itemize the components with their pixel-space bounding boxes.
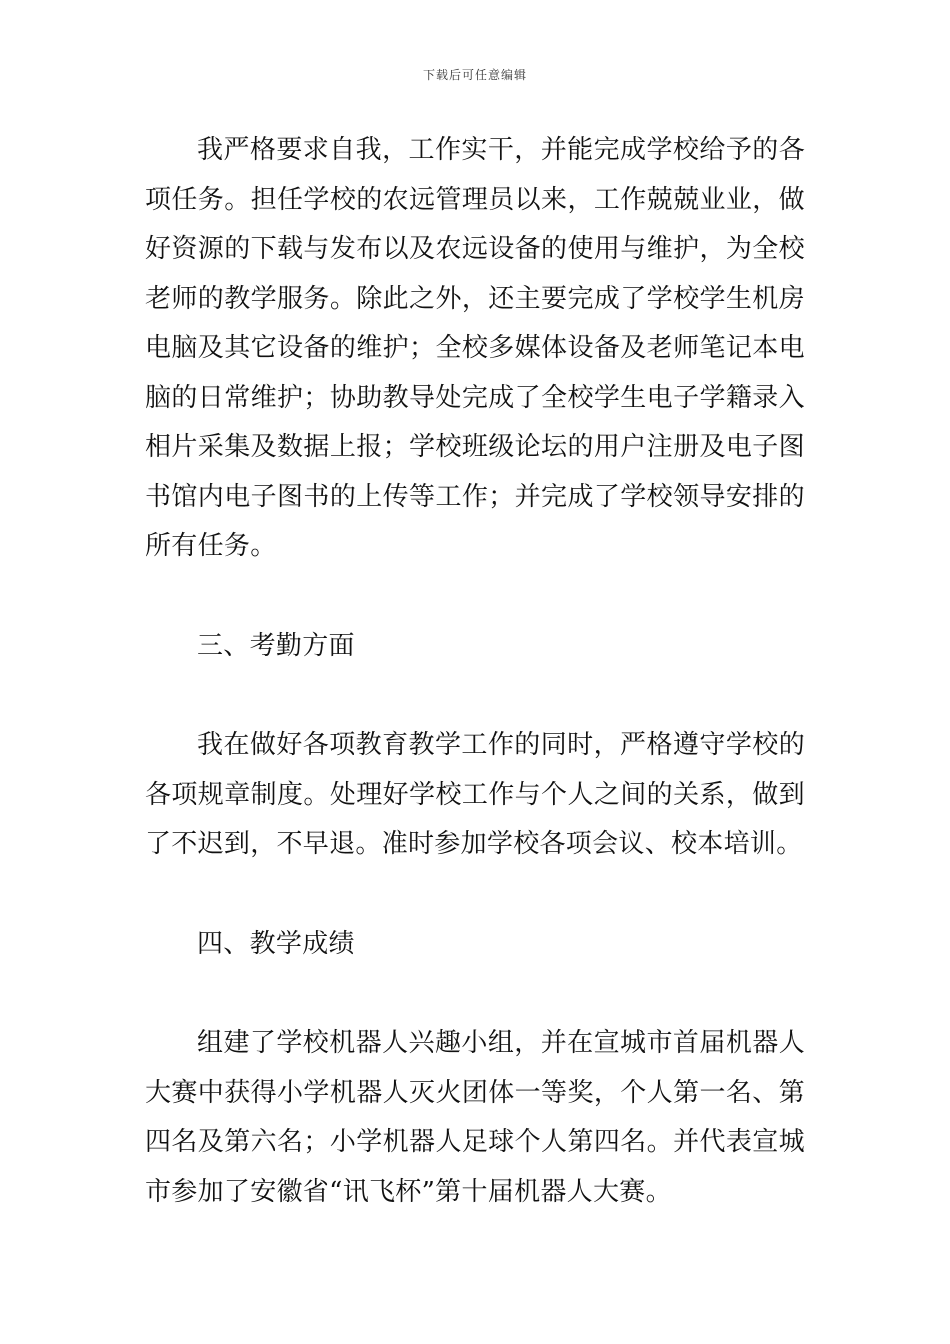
paragraph-gap [145,870,805,920]
document-body [145,126,805,1217]
paragraph-gap [145,572,805,622]
paragraph-gap [145,969,805,1019]
paragraph-achievements: 组建了学校机器人兴趣小组，并在宣城市首届机器人大赛中获得小学机器人灭火团体一等奖，个人第一名、第四名及第六名；小学机器人足球个人第四名。并代表宣城市参加了安徽省“讯飞杯”第十届机器人大赛。 [145,1028,805,1207]
paragraph-gap [145,671,805,721]
section-heading-attendance: 三、考勤方面 [197,630,355,661]
paragraph-attendance: 我在做好各项教育教学工作的同时，严格遵守学校的各项规章制度。处理好学校工作与个人之间的关系，做到了不迟到，不早退。准时参加学校各项会议、校本培训。 [145,730,805,859]
section-heading-achievements: 四、教学成绩 [197,928,355,959]
paragraph-work-duties: 我严格要求自我，工作实干，并能完成学校给予的各项任务。担任学校的农远管理员以来，工作兢兢业业，做好资源的下载与发布以及农远设备的使用与维护，为全校老师的教学服务。除此之外，还主要完成了学校学生机房电脑及其它设备的维护；全校多媒体设备及老师笔记本电脑的日常维护；协助教导处完成了全校学生电子学籍录入相片采集及数据上报；学校班级论坛的用户注册及电子图书馆内电子图书的上传等工作；并完成了学校领导安排的所有任务。 [145,135,805,561]
header-note: 下载后可任意编辑 [422,68,527,82]
